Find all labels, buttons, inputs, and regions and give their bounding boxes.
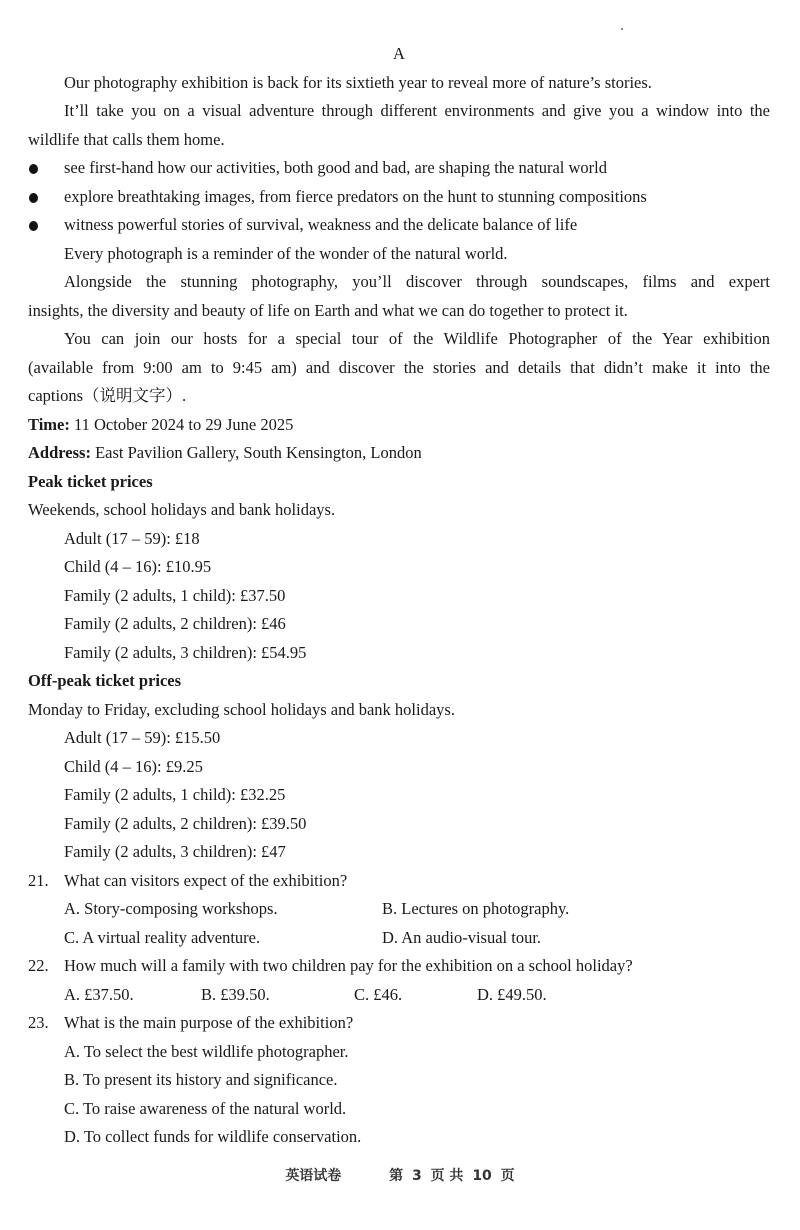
peak-price-item: Family (2 adults, 2 children): £46 [64, 614, 286, 633]
option-a[interactable]: A. To select the best wildlife photographer. [64, 1041, 349, 1061]
option-a[interactable]: A. £37.50. [64, 984, 134, 1004]
intro-paragraph-2-line-2: wildlife that calls them home. [28, 129, 225, 149]
question-21-options-row-1 [28, 895, 770, 924]
footer-subject: 英语试卷 [285, 1168, 342, 1184]
peak-price-item: Family (2 adults, 3 children): £54.95 [64, 642, 307, 662]
time-info [28, 411, 770, 440]
offpeak-prices-heading: Off-peak ticket prices [28, 671, 182, 690]
body-paragraph-5-line-1: You can join our hosts for a special tour of the Wildlife Photographer of the Year exhibition [64, 329, 770, 348]
option-b[interactable]: B. Lectures on photography. [382, 899, 570, 918]
footer-page-current: 3 [411, 1168, 422, 1184]
page-footer [0, 1165, 800, 1185]
option-b[interactable]: B. £39.50. [201, 984, 270, 1004]
option-a[interactable]: A. Story-composing workshops. [64, 899, 278, 918]
offpeak-price-item: Family (2 adults, 3 children): £47 [64, 842, 286, 861]
bullet-text: explore breathtaking images, from fierce predators on the hunt to stunning compositions [64, 186, 647, 206]
address-value: East Pavilion Gallery, South Kensington, London [90, 443, 422, 462]
option-d[interactable]: D. To collect funds for wildlife conservation. [64, 1127, 362, 1146]
question-text: What is the main purpose of the exhibition? [64, 1013, 354, 1032]
footer-page-prefix: 第 [389, 1168, 404, 1184]
address-label: Address: [28, 443, 91, 462]
question-text: How much will a family with two children pay for the exhibition on a school holiday? [64, 956, 633, 975]
question-21-options-row-2 [28, 924, 770, 953]
body-paragraph-5-line-2: (available from 9:00 am to 9:45 am) and discover the stories and details that didn’t make it into the [28, 357, 770, 377]
option-c[interactable]: C. £46. [354, 984, 403, 1004]
body-paragraph-3: Every photograph is a reminder of the wonder of the natural world. [64, 243, 508, 263]
question-number: 22. [28, 956, 49, 975]
bullet-item [28, 211, 770, 240]
option-c[interactable]: C. A virtual reality adventure. [64, 927, 261, 947]
peak-prices-heading: Peak ticket prices [28, 471, 153, 491]
question-21 [28, 867, 770, 896]
offpeak-price-item: Family (2 adults, 2 children): £39.50 [64, 813, 307, 833]
option-c[interactable]: C. To raise awareness of the natural world. [64, 1098, 347, 1118]
bullet-item [28, 183, 770, 212]
intro-paragraph-1: Our photography exhibition is back for its sixtieth year to reveal more of nature’s stories. [64, 72, 652, 92]
offpeak-prices-subtitle: Monday to Friday, excluding school holidays and bank holidays. [28, 699, 455, 719]
question-text: What can visitors expect of the exhibition? [64, 870, 348, 890]
footer-page-suffix: 页 [500, 1168, 515, 1184]
question-22 [28, 952, 770, 981]
body-paragraph-4-line-2: insights, the diversity and beauty of life on Earth and what we can do together to protect it. [28, 300, 628, 320]
peak-prices-subtitle: Weekends, school holidays and bank holidays. [28, 500, 336, 519]
time-label: Time: [28, 414, 70, 434]
peak-price-item: Adult (17 – 59): £18 [64, 528, 200, 548]
address-info [28, 439, 770, 468]
option-d[interactable]: D. An audio-visual tour. [382, 927, 542, 947]
intro-paragraph-2-line-1: It’ll take you on a visual adventure through different environments and give you a window into the [64, 101, 770, 120]
bullet-item [28, 154, 770, 183]
footer-page-total: 10 [472, 1168, 492, 1184]
option-d[interactable]: D. £49.50. [477, 984, 547, 1004]
time-value: 11 October 2024 to 29 June 2025 [69, 414, 294, 434]
question-22-options [28, 981, 770, 1010]
exam-page [28, 40, 770, 1152]
bullet-icon [29, 164, 38, 174]
bullet-text: witness powerful stories of survival, weakness and the delicate balance of life [64, 215, 578, 234]
offpeak-price-item: Family (2 adults, 1 child): £32.25 [64, 785, 286, 804]
scan-speck [621, 28, 623, 30]
body-paragraph-5-line-3: captions（说明文字）. [28, 386, 187, 405]
option-b[interactable]: B. To present its history and significance. [64, 1070, 338, 1089]
section-heading: A [393, 44, 405, 63]
offpeak-price-item: Child (4 – 16): £9.25 [64, 756, 203, 776]
footer-page-mid: 页 共 [430, 1168, 464, 1184]
bullet-icon [29, 193, 38, 203]
offpeak-price-item: Adult (17 – 59): £15.50 [64, 728, 221, 747]
question-23 [28, 1009, 770, 1038]
bullet-text: see first-hand how our activities, both good and bad, are shaping the natural world [64, 158, 607, 177]
bullet-icon [29, 221, 38, 231]
question-number: 21. [28, 870, 49, 890]
body-paragraph-4-line-1: Alongside the stunning photography, you’ll discover through soundscapes, films and expert [64, 272, 770, 291]
question-number: 23. [28, 1013, 49, 1032]
peak-price-item: Child (4 – 16): £10.95 [64, 557, 212, 576]
peak-price-item: Family (2 adults, 1 child): £37.50 [64, 585, 286, 605]
